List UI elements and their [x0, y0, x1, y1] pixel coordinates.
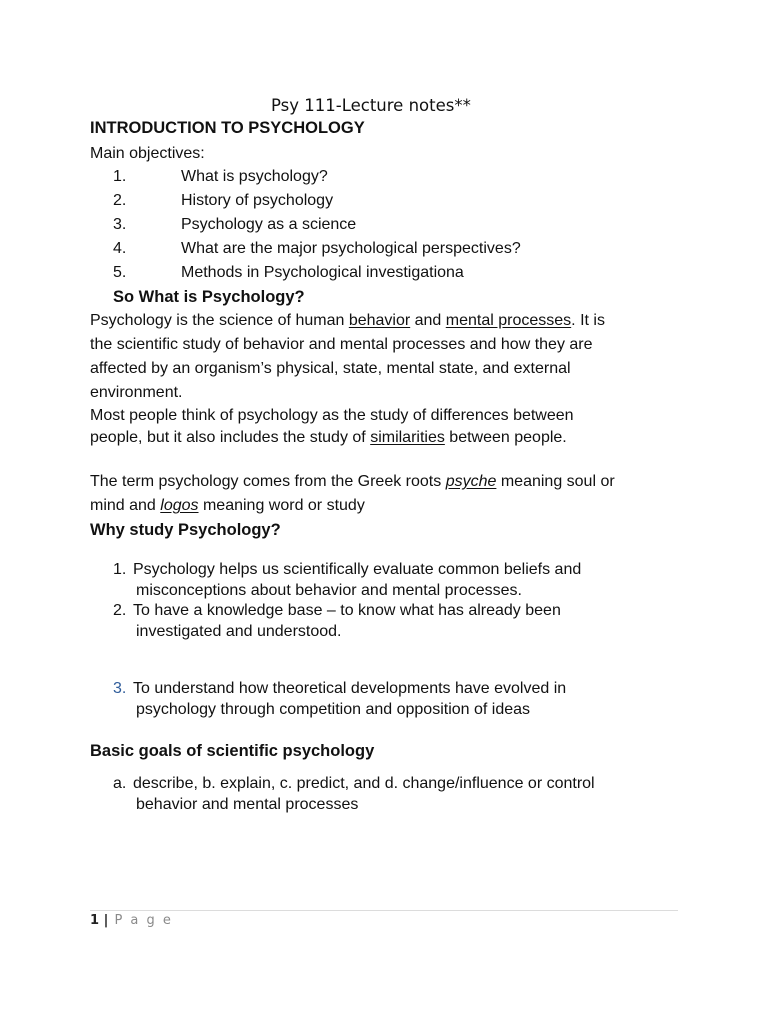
underlined-term-logos: logos — [160, 497, 199, 514]
text-span: meaning word or study — [198, 497, 365, 514]
section-heading-what-is: So What is Psychology? — [113, 288, 305, 306]
objective-number: 4. — [113, 240, 127, 257]
objective-number: 3. — [113, 216, 127, 233]
paragraph-line — [90, 429, 567, 447]
goal-text-continued: behavior and mental processes — [136, 796, 359, 813]
reason-item — [113, 680, 566, 698]
objective-number: 5. — [113, 264, 127, 281]
underlined-term-similarities: similarities — [370, 429, 445, 446]
reason-text-continued: investigated and understood. — [136, 623, 342, 640]
objective-item — [113, 240, 521, 258]
reason-item — [113, 602, 561, 620]
reason-item — [113, 561, 581, 579]
reason-text: Psychology helps us scientifically evaluate common beliefs and — [133, 561, 582, 578]
text-span: and — [410, 312, 446, 329]
page-footer — [90, 913, 173, 928]
goal-text: describe, b. explain, c. predict, and d. change/influence or control — [133, 775, 595, 792]
underlined-term-behavior: behavior — [348, 312, 411, 329]
section-heading-basic-goals: Basic goals of scientific psychology — [90, 742, 375, 760]
section-heading-why-study: Why study Psychology? — [90, 521, 281, 539]
objective-item — [113, 168, 328, 186]
paragraph-line: affected by an organism’s physical, state, mental state, and external — [90, 360, 571, 377]
main-heading: INTRODUCTION TO PSYCHOLOGY — [90, 119, 365, 137]
underlined-term-psyche: psyche — [445, 473, 497, 490]
text-span: between people. — [444, 429, 567, 446]
reason-text: To have a knowledge base – to know what has already been — [133, 602, 561, 619]
paragraph-line — [90, 497, 365, 515]
footer-divider — [90, 910, 678, 911]
reason-number: 3. — [113, 680, 127, 697]
text-span: meaning soul or — [496, 473, 615, 490]
objective-text: What is psychology? — [181, 168, 328, 185]
reason-text: To understand how theoretical developments have evolved in — [133, 680, 567, 697]
underlined-term-mental-processes: mental processes — [445, 312, 572, 329]
reason-number: 2. — [113, 602, 127, 619]
paragraph-line: Most people think of psychology as the study of differences between — [90, 407, 574, 424]
goal-item — [113, 775, 595, 793]
document-title: Psy 111-Lecture notes** — [271, 96, 471, 115]
paragraph-line: environment. — [90, 384, 183, 401]
objective-text: Psychology as a science — [181, 216, 357, 233]
paragraph-line — [90, 312, 605, 330]
text-span: mind and — [90, 497, 161, 514]
goal-letter: a. — [113, 775, 127, 792]
paragraph-line — [90, 473, 615, 491]
reason-text-continued: misconceptions about behavior and mental processes. — [136, 582, 522, 599]
objective-item — [113, 216, 356, 234]
text-span: people, but it also includes the study of — [90, 429, 371, 446]
page-label: P a g e — [108, 913, 173, 928]
objective-text: Methods in Psychological investigationa — [181, 264, 464, 281]
paragraph-line: the scientific study of behavior and mental processes and how they are — [90, 336, 593, 353]
text-span: Psychology is the science of human — [90, 312, 349, 329]
page-number: 1 | — [90, 913, 109, 928]
objective-number: 1. — [113, 168, 127, 185]
objective-number: 2. — [113, 192, 127, 209]
objective-item — [113, 192, 333, 210]
objective-text: What are the major psychological perspectives? — [181, 240, 521, 257]
objectives-label: Main objectives: — [90, 145, 205, 162]
reason-text-continued: psychology through competition and opposition of ideas — [136, 701, 531, 718]
objective-item — [113, 264, 464, 282]
objective-text: History of psychology — [181, 192, 334, 209]
text-span: . It is — [571, 312, 605, 329]
text-span: The term psychology comes from the Greek roots — [90, 473, 446, 490]
reason-number: 1. — [113, 561, 127, 578]
